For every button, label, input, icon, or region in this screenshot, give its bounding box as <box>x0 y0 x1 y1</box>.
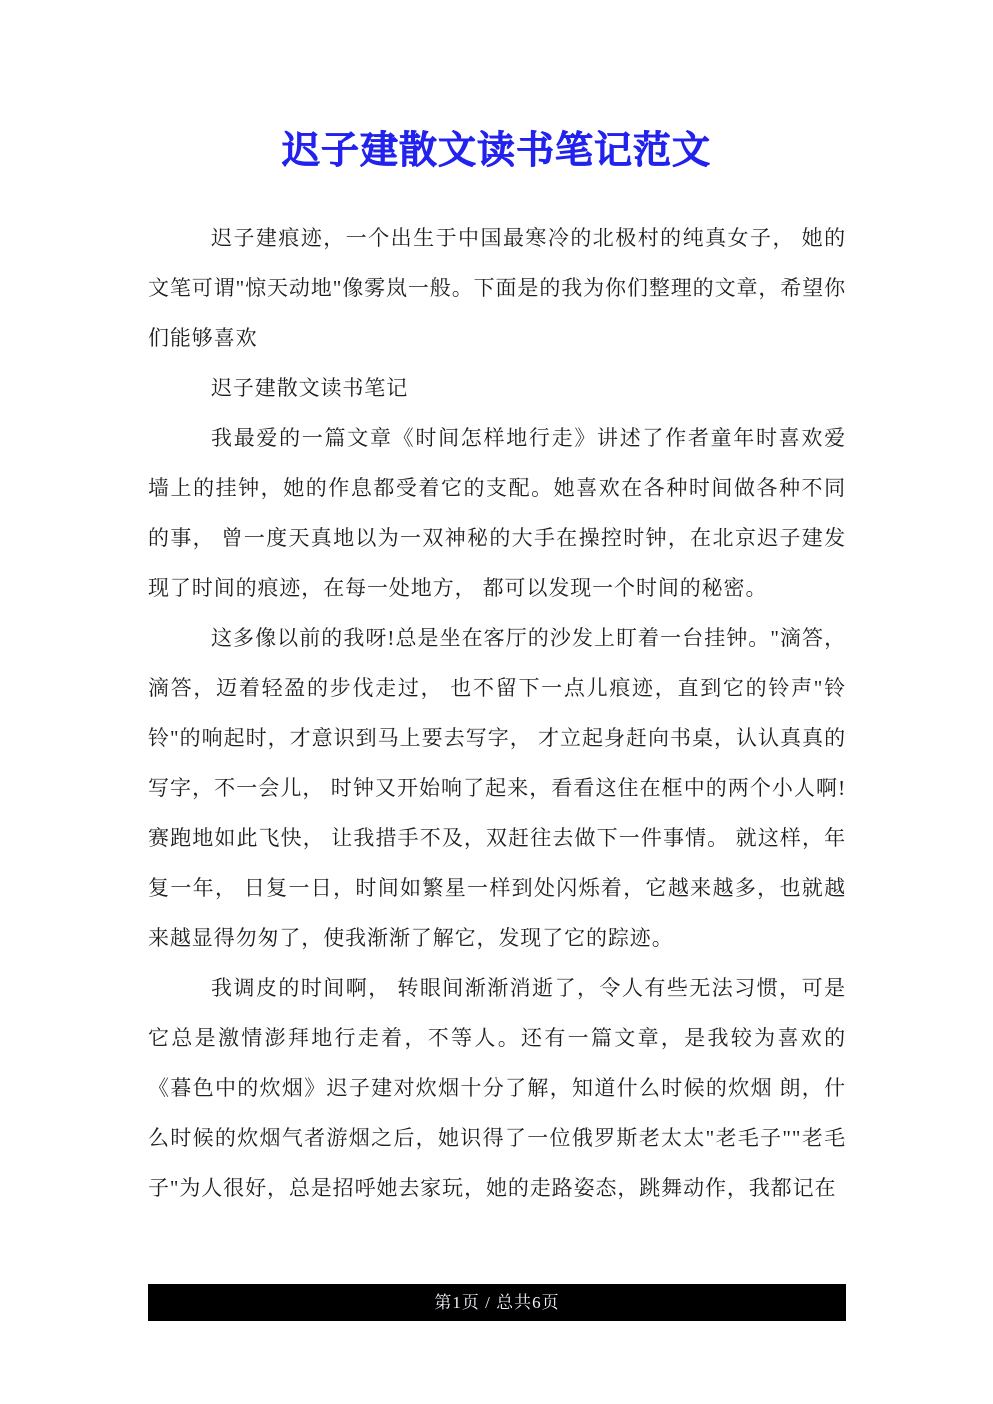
body-paragraph: 这多像以前的我呀!总是坐在客厅的沙发上盯着一台挂钟。"滴答，滴答，迈着轻盈的步伐走过， 也不留下一点儿痕迹，直到它的铃声"铃铃"的响起时，才意识到马上要去写字， 才立起身赶向书桌，认认真真的写字，不一会儿， 时钟又开始响了起来，看看这住在框中的两个小人啊!赛跑地如此飞快， 让我措手不及，双赶往去做下一件事情。 就这样，年复一年， 日复一日，时间如繁星一样到处闪烁着，它越来越多，也就越来越显得勿匆了，使我渐渐了解它，发现了它的踪迹。 <box>148 626 846 950</box>
body-paragraph: 我最爱的一篇文章《时间怎样地行走》讲述了作者童年时喜欢爱墙上的挂钟，她的作息都受着它的支配。她喜欢在各种时间做各种不同的事， 曾一度天真地以为一双神秘的大手在操控时钟，在北京迟子建发现了时间的痕迹，在每一处地方， 都可以发现一个时间的秘密。 <box>148 426 846 600</box>
page-number-label: 第1页 / 总共6页 <box>434 1293 560 1312</box>
body-paragraph: 迟子建痕迹，一个出生于中国最寒冷的北极村的纯真女子， 她的文笔可谓"惊天动地"像雾岚一般。下面是的我为你们整理的文章，希望你们能够喜欢 <box>148 226 846 350</box>
document-title: 迟子建散文读书笔记范文 <box>281 128 711 172</box>
footer-page-bar <box>148 1284 846 1321</box>
body-paragraph: 我调皮的时间啊， 转眼间渐渐消逝了，令人有些无法习惯，可是它总是激情澎拜地行走着，不等人。还有一篇文章，是我较为喜欢的《暮色中的炊烟》迟子建对炊烟十分了解，知道什么时候的炊烟 朗，什么时候的炊烟气者游烟之后，她识得了一位俄罗斯老太太"老毛子""老毛子"为人很好，总是招呼她去家玩，她的走路姿态，跳舞动作，我都记在 <box>148 976 846 1200</box>
body-paragraph: 迟子建散文读书笔记 <box>211 376 409 400</box>
document-body <box>148 213 846 1213</box>
